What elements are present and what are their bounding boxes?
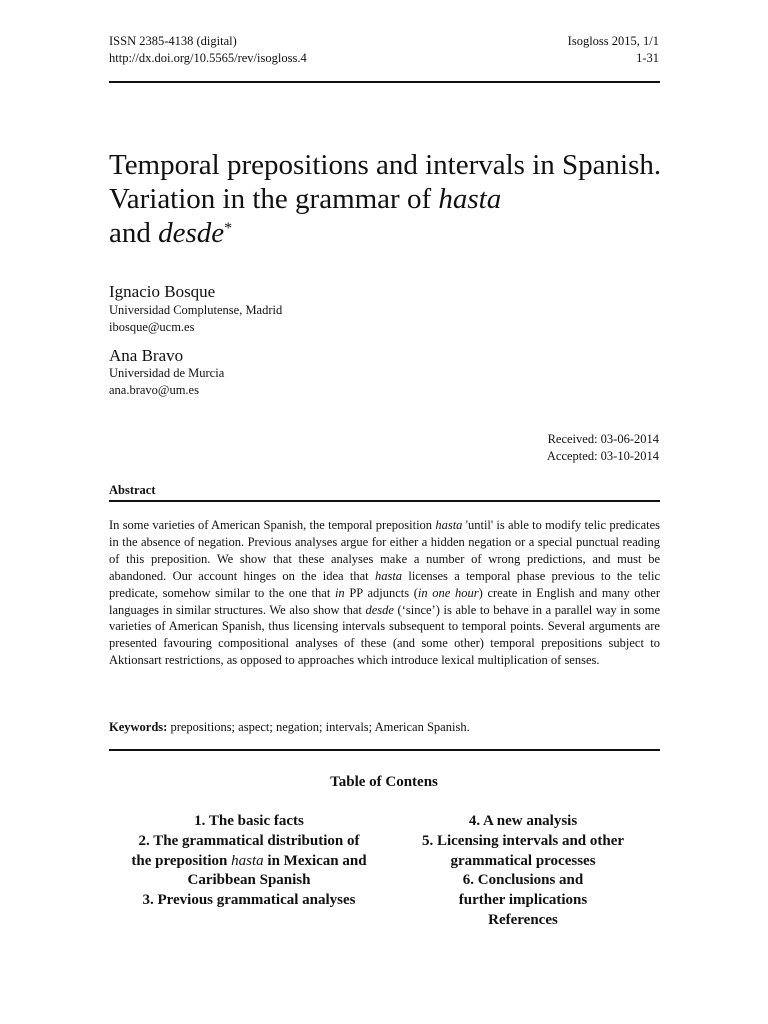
title-desde: desde [158,217,225,249]
toc-item[interactable]: 4. A new analysis [468,813,578,829]
abstract-heading: Abstract [109,483,156,497]
header-right [568,33,659,67]
abstract-italic: hasta [435,518,463,532]
journal-issue: Isogloss 2015, 1/1 [567,34,659,48]
title-text: Temporal prepositions and intervals in Spanish. Variation in the grammar of [109,149,662,215]
toc-item[interactable]: Caribbean Spanish [187,872,311,889]
title-footnote-marker[interactable]: * [224,220,233,237]
abstract-divider [109,500,660,502]
title-and: and [109,217,159,249]
keywords-divider [109,749,660,751]
toc-item[interactable] [104,852,394,872]
accepted-date: Accepted: 03-10-2014 [546,449,659,463]
issn-text: ISSN 2385-4138 (digital) [109,34,237,48]
abstract-text: 'until' is able to modify telic predicates in the absence of negation. Previous analyses argue for either a hidden negation or a special punctual reading of this preposition. We show that these analyses make a number of wrong predictions, and must be abandoned. Our account hinges on the idea that [109,518,661,583]
abstract-text: ) create in English and many other languages in similar structures. We also show that [109,585,660,617]
toc-heading: Table of Contens [330,774,438,790]
title-hasta: hasta [438,183,502,215]
abstract-italic: in one hour [417,585,479,600]
abstract-italic: in [334,585,345,600]
author-affiliation: Universidad de Murcia [109,366,225,380]
header-divider [109,81,660,83]
toc-item[interactable]: 3. Previous grammatical analyses [142,892,356,909]
keywords-text: prepositions; aspect; negation; intervals; American Spanish. [167,720,470,734]
keywords-label: Keywords: [109,720,168,734]
toc-left-column [104,812,394,911]
toc-item[interactable]: further implications [458,892,588,909]
toc-right-column [398,812,648,931]
toc-item-text: in Mexican and [263,852,367,869]
doi-link[interactable]: http://dx.doi.org/10.5565/rev/isogloss.4 [109,51,307,65]
toc-item-italic: hasta [231,852,264,869]
author-name: Ana Bravo [109,346,184,365]
page-range: 1-31 [636,51,659,65]
toc-item[interactable]: 1. The basic facts [194,813,304,829]
toc-item[interactable]: 6. Conclusions and [462,872,584,889]
article-title [109,148,669,250]
abstract-text: PP adjuncts ( [344,585,418,600]
toc-item[interactable]: References [488,911,558,928]
abstract-italic: hasta [374,568,403,583]
abstract-text: licenses a temporal phase previous to the telic predicate, somehow similar to the one that [109,568,661,600]
author-affiliation: Universidad Complutense, Madrid [109,303,283,317]
author-email[interactable]: ana.bravo@um.es [109,383,199,397]
abstract-body [109,517,660,669]
abstract-text: (‘since’) is able to behave in a parallel way in some varieties of American Spanish, thus licensing intervals subsequent to temporal points. Several arguments are presented favouring compositional analyses of these (and some other) temporal prepositions subject to Aktionsart restrictions, as opposed to approaches which introduce lexical multiplication of senses. [109,602,660,668]
header-left [109,33,307,67]
toc-item[interactable]: grammatical processes [450,852,596,869]
author-email[interactable]: ibosque@ucm.es [109,320,195,334]
toc-item[interactable]: 2. The grammatical distribution of [138,832,360,849]
author-name: Ignacio Bosque [109,282,216,301]
received-date: Received: 03-06-2014 [547,432,659,446]
toc-item-text: the preposition [131,852,232,869]
dates-block [547,431,659,465]
keywords-line [109,719,660,736]
abstract-text: In some varieties of American Spanish, the temporal preposition [109,518,436,532]
abstract-italic: desde [365,602,394,617]
toc-item[interactable]: 5. Licensing intervals and other [421,832,625,849]
